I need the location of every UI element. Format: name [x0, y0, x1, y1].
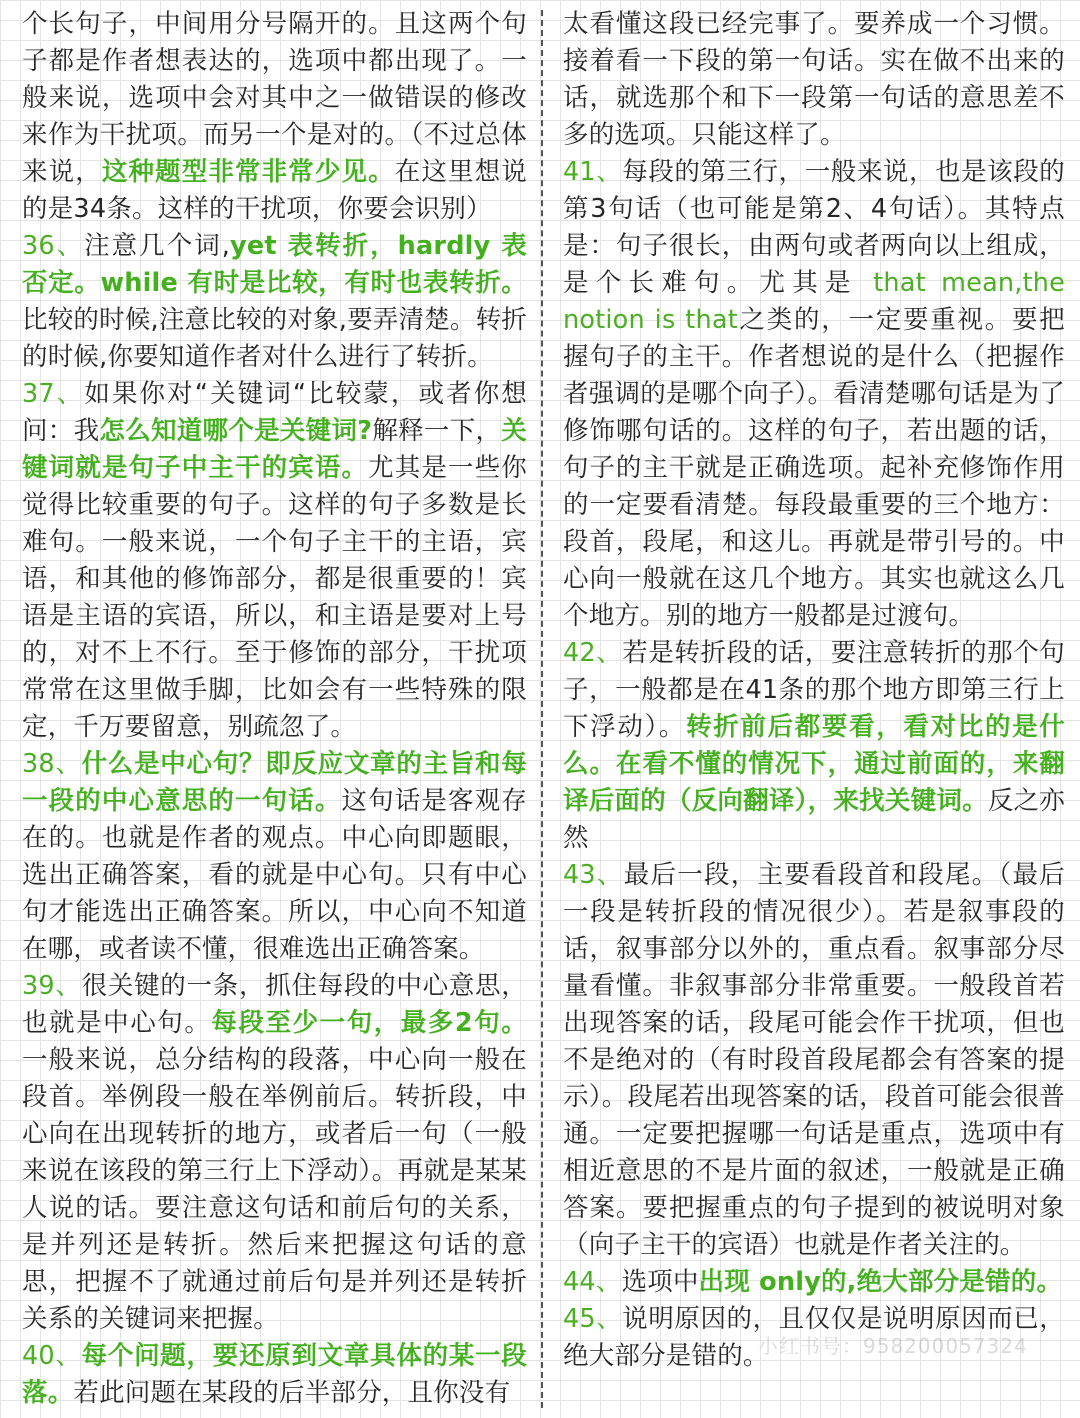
highlight-text: 什么是中心句？即反应文章的主旨和每一段的中心意思的一句话。	[22, 749, 527, 816]
tip-paragraph	[563, 635, 1065, 857]
body-text: 每段的第三行，一般来说，也是该段的第3句话（也可能是第2、4句话）。其特点是：句子很长，由两句或者两向以上组成，是个长难句。尤其是	[563, 157, 1065, 298]
highlight-text: yet 表转折，hardly 表否定。while 有时是比较，有时也表转折。	[22, 231, 527, 298]
item-number: that mean,the notion is that	[563, 268, 1066, 335]
item-number: 37、	[22, 379, 85, 409]
tip-paragraph	[563, 6, 1065, 154]
highlight-text: 转折前后都要看，看对比的是什么。在看不懂的情况下，通过前面的，来翻译后面的（反向翻译），来找关键词。	[563, 712, 1065, 816]
body-text: 一般来说，总分结构的段落，中心向一般在段首。举例段一般在举例前后。转折段，中心向在出现转折的地方，或者后一句（一般来说在该段的第三行上下浮动）。再就是某某人说的话。要注意这句话和前后句的关系，是并列还是转折。然后来把握这句话的意思，把握不了就通过前后句是并列还是转折关系的关键词来把握。	[22, 1045, 527, 1334]
tip-paragraph	[563, 857, 1065, 1264]
tip-paragraph	[22, 968, 527, 1338]
body-text: 之类的，一定要重视。要把握句子的主干。作者想说的是什么（把握作者强调的是哪个向子）。看清楚哪句话是为了修饰哪句话的。这样的句子，若出题的话，句子的主干就是正确选项。起补充修饰作用的一定要看清楚。每段最重要的三个地方：段首，段尾，和这儿。再就是带引号的。中心向一般就在这几个地方。其实也就这么几个地方。别的地方一般都是过渡句。	[563, 305, 1066, 631]
tip-paragraph	[563, 1264, 1065, 1301]
body-text: 最后一段，主要看段首和段尾。（最后一段是转折段的情况很少）。若是叙事段的话，叙事部分以外的，重点看。叙事部分尽量看懂。非叙事部分非常重要。一般段首若出现答案的话，段尾可能会作干扰项，但也不是绝对的（有时段首段尾都会有答案的提示）。段尾若出现答案的话，段首可能会很普通。一定要把握哪一句话是重点，选项中有相近意思的不是片面的叙述，一般就是正确答案。要把握重点的句子提到的被说明对象（向子主干的宾语）也就是作者关注的。	[563, 860, 1065, 1260]
body-text: 如果你对“关键词“比较蒙，或者你想问：我	[22, 379, 527, 446]
body-text: 很关键的一条，抓住每段的中心意思，也就是中心句。	[22, 971, 527, 1038]
body-text: 太看懂这段已经完事了。要养成一个习惯。接着看一下段的第一句话。实在做不出来的话，就选那个和下一段第一句话的意思差不多的选项。只能这样了。	[563, 9, 1065, 150]
watermark: 小红书号：958200057324	[758, 1334, 1028, 1358]
item-number: 39、	[22, 971, 82, 1001]
body-text: 注意几个词,	[84, 231, 231, 261]
highlight-text: 每段至少一句，最多2句。	[211, 1008, 527, 1038]
tip-paragraph	[22, 228, 527, 376]
body-text: 选项中	[621, 1267, 699, 1297]
body-text: 反之亦然	[563, 786, 1065, 853]
tip-paragraph	[22, 746, 527, 968]
body-text: 若是转折段的话，要注意转折的那个句子，一般都是在41条的那个地方即第三行上下浮动）。	[563, 638, 1065, 742]
item-number: 43、	[563, 860, 624, 890]
body-text: 若此问题在某段的后半部分，且你没有	[73, 1378, 511, 1408]
left-column	[22, 6, 527, 1412]
item-number: 36、	[22, 231, 85, 261]
body-text: 比较的时候,注意比较的对象,要弄清楚。转折的时候,你要知道作者对什么进行了转折。	[22, 305, 527, 372]
body-text: 解释一下，	[372, 416, 502, 446]
item-number: 40、	[22, 1341, 82, 1371]
tip-paragraph	[22, 6, 527, 228]
item-number: 45、	[563, 1304, 623, 1334]
body-text: 个长句子，中间用分号隔开的。且这两个句子都是作者想表达的，选项中都出现了。一般来说，选项中会对其中之一做错误的修改来作为干扰项。而另一个是对的。（不过总体来说，	[22, 9, 527, 187]
highlight-text: 怎么知道哪个是关键词?	[99, 416, 373, 446]
tip-paragraph	[563, 154, 1065, 635]
tip-paragraph	[22, 1338, 527, 1412]
column-divider	[541, 10, 543, 1408]
highlight-text: 每个问题，要还原到文章具体的某一段落。	[22, 1341, 527, 1408]
highlight-text: 这种题型非常非常少见。	[101, 157, 395, 187]
body-text: 在这里想说的是34条。这样的干扰项，你要会识别）	[22, 157, 527, 224]
highlight-text: 关键词就是句子中主干的宾语。	[22, 416, 527, 483]
item-number: 41、	[563, 157, 623, 187]
highlight-text: 出现 only的,绝大部分是错的。	[698, 1267, 1063, 1297]
body-text: 尤其是一些你觉得比较重要的句子。这样的句子多数是长难句。一般来说，一个句子主干的主语，宾语，和其他的修饰部分，都是很重要的！宾语是主语的宾语，所以，和主语是要对上号的，对不上不行。至于修饰的部分，干扰项常常在这里做手脚，比如会有一些特殊的限定，千万要留意，别疏忽了。	[22, 453, 527, 742]
right-column	[563, 6, 1065, 1375]
item-number: 42、	[563, 638, 623, 668]
item-number: 44、	[563, 1267, 622, 1297]
body-text: 这句话是客观存在的。也就是作者的观点。中心向即题眼，选出正确答案，看的就是中心句。只有中心句才能选出正确答案。所以，中心向不知道在哪，或者读不懂，很难选出正确答案。	[22, 786, 527, 964]
item-number: 38、	[22, 749, 82, 779]
body-text: 说明原因的，且仅仅是说明原因而已，绝大部分是错的。	[563, 1304, 1065, 1371]
tip-paragraph	[22, 376, 527, 746]
